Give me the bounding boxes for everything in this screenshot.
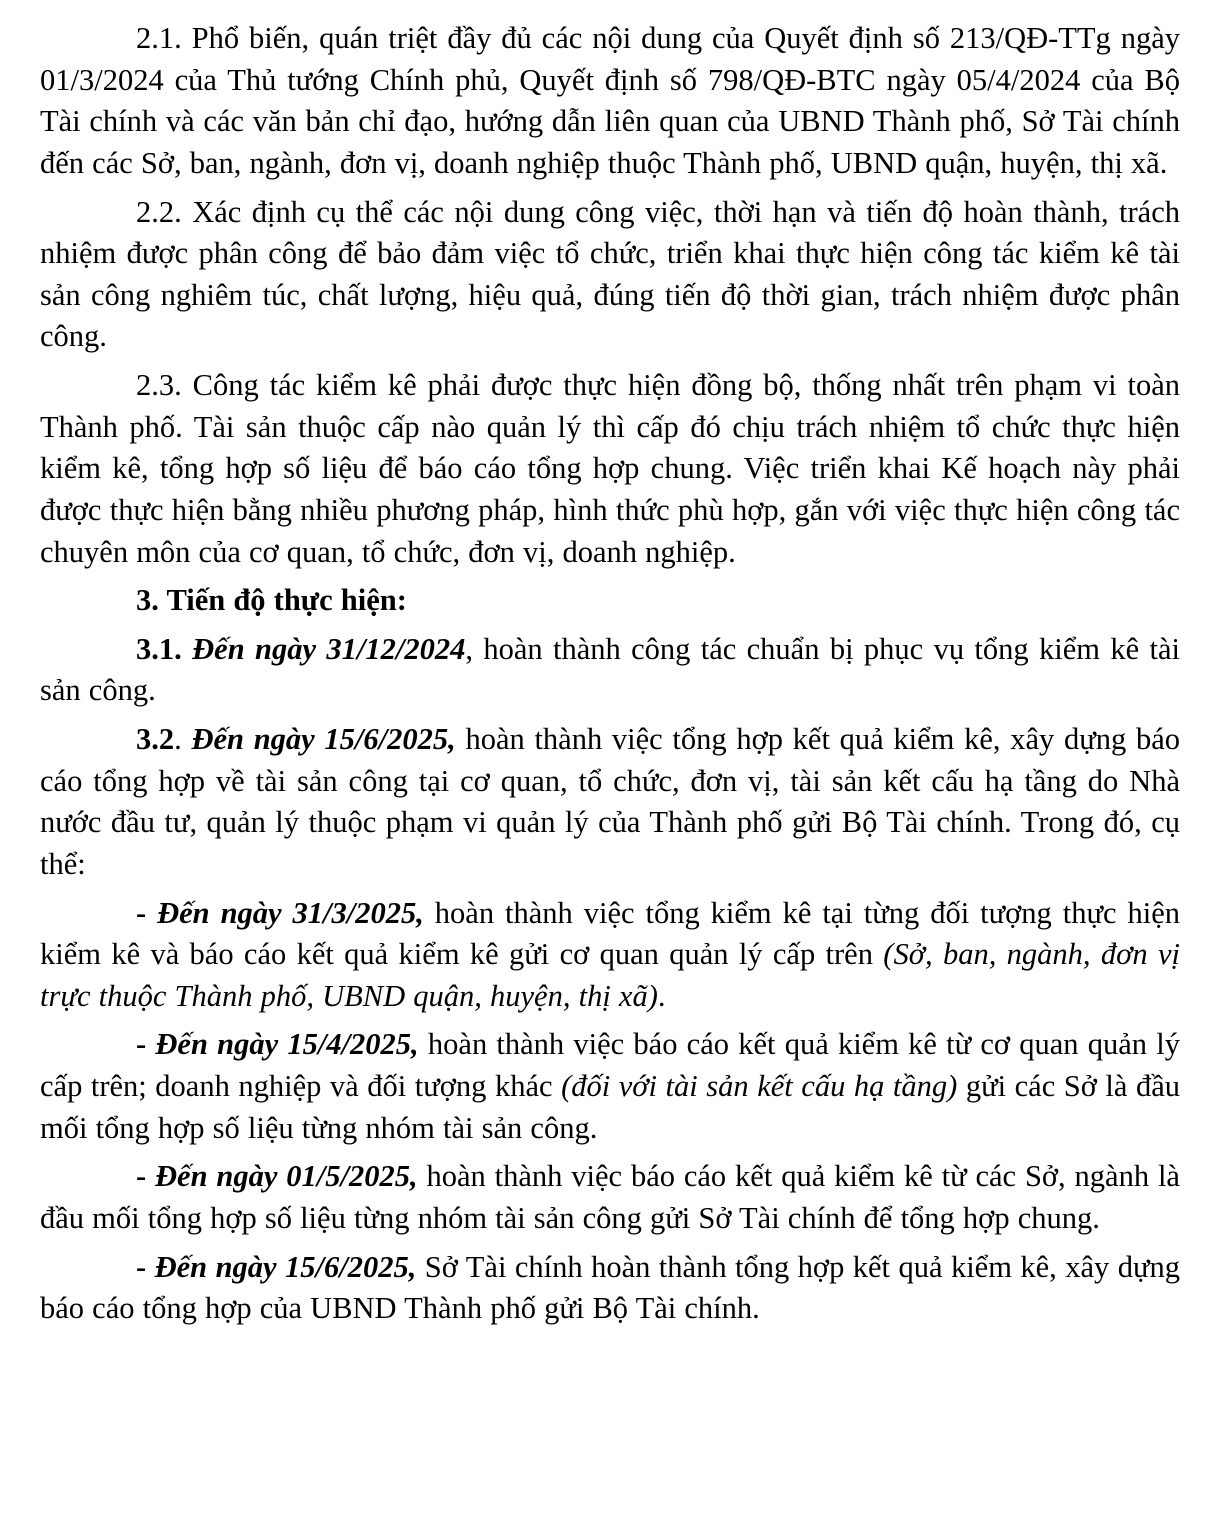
paragraph-p-3-2: [40, 719, 1180, 886]
text-segment: hoàn thành việc tổng hợp kết quả kiểm kê, xây dựng báo cáo tổng hợp về tài sản công tại cơ quan, tổ chức, đơn vị, tài sản kết cấu hạ tầng do Nhà nước đầu tư, quản lý thuộc phạm vi quản lý của Thành phố gửi Bộ Tài chính. Trong đó, cụ thể:: [40, 722, 1180, 881]
text-segment: (Sở, ban, ngành, đơn vị trực thuộc Thành phố, UBND quận, huyện, thị xã): [40, 937, 1180, 1013]
text-segment: 2.3. Công tác kiểm kê phải được thực hiện đồng bộ, thống nhất trên phạm vi toàn Thành phố. Tài sản thuộc cấp nào quản lý thì cấp đó chịu trách nhiệm tổ chức thực hiện kiểm kê, tổng hợp số liệu để báo cáo tổng hợp chung. Việc triển khai Kế hoạch này phải được thực hiện bằng nhiều phương pháp, hình thức phù hợp, gắn với việc thực hiện công tác chuyên môn của cơ quan, tổ chức, đơn vị, doanh nghiệp.: [40, 368, 1180, 569]
text-segment: hoàn thành việc báo cáo kết quả kiểm kê từ cơ quan quản lý cấp trên; doanh nghiệp và đối tượng khác: [40, 1027, 1180, 1103]
text-segment: hoàn thành việc tổng kiểm kê tại từng đối tượng thực hiện kiểm kê và báo cáo kết quả kiểm kê gửi cơ quan quản lý cấp trên: [40, 895, 1180, 972]
paragraph-p-2-2: [40, 192, 1180, 359]
text-segment: Đến ngày 31/3/2025,: [157, 895, 424, 930]
text-segment: Đến ngày 15/6/2025,: [154, 1249, 417, 1284]
text-segment: Sở Tài chính hoàn thành tổng hợp kết quả kiểm kê, xây dựng báo cáo tổng hợp của UBND Thành phố gửi Bộ Tài chính.: [40, 1249, 1180, 1326]
text-segment: (đối với tài sản kết cấu hạ tầng): [561, 1069, 958, 1103]
text-segment: hoàn thành việc báo cáo kết quả kiểm kê từ các Sở, ngành là đầu mối tổng hợp số liệu từng nhóm tài sản công gửi Sở Tài chính để tổng hợp chung.: [40, 1159, 1180, 1235]
paragraph-p-2-1: [40, 18, 1180, 185]
text-segment: -: [136, 895, 158, 930]
text-segment: 3.2: [136, 722, 175, 756]
text-segment: 2.1. Phổ biến, quán triệt đầy đủ các nội dung của Quyết định số 213/QĐ-TTg ngày 01/3/2024 của Thủ tướng Chính phủ, Quyết định số 798/QĐ-BTC ngày 05/4/2024 của Bộ Tài chính và các văn bản chỉ đạo, hướng dẫn liên quan của UBND Thành phố, Sở Tài chính đến các Sở, ban, ngành, đơn vị, doanh nghiệp thuộc Thành phố, UBND quận, huyện, thị xã.: [40, 21, 1180, 180]
text-segment: 3. Tiến độ thực hiện:: [136, 583, 407, 618]
text-segment: , hoàn thành công tác chuẩn bị phục vụ tổng kiểm kê tài sản công.: [40, 631, 1181, 708]
text-segment: Đến ngày 15/6/2025,: [191, 722, 456, 756]
text-segment: .: [174, 722, 192, 756]
text-segment: Đến ngày 01/5/2025,: [155, 1159, 418, 1194]
text-segment: Đến ngày 31/12/2024: [192, 631, 466, 666]
text-segment: 3.1.: [136, 631, 193, 666]
paragraph-p-3-1: [40, 629, 1180, 712]
paragraph-p-dash-3: [40, 1156, 1180, 1239]
text-segment: -: [136, 1159, 156, 1194]
paragraph-p-dash-1: [40, 893, 1180, 1018]
paragraph-p-dash-4: [40, 1247, 1180, 1330]
paragraph-p-2-3: [40, 365, 1180, 573]
text-segment: -: [136, 1249, 155, 1284]
text-segment: Đến ngày 15/4/2025,: [155, 1027, 419, 1062]
text-segment: .: [657, 978, 666, 1013]
paragraph-p-heading-3: [40, 580, 1180, 622]
text-segment: -: [136, 1027, 156, 1062]
text-segment: gửi các Sở là đầu mối tổng hợp số liệu từng nhóm tài sản công.: [40, 1069, 1181, 1145]
document-body: [40, 18, 1180, 1330]
paragraph-p-dash-2: [40, 1024, 1180, 1149]
text-segment: 2.2. Xác định cụ thể các nội dung công việc, thời hạn và tiến độ hoàn thành, trách nhiệm được phân công để bảo đảm việc tổ chức, triển khai thực hiện công tác kiểm kê tài sản công nghiêm túc, chất lượng, hiệu quả, đúng tiến độ thời gian, trách nhiệm được phân công.: [40, 194, 1180, 354]
